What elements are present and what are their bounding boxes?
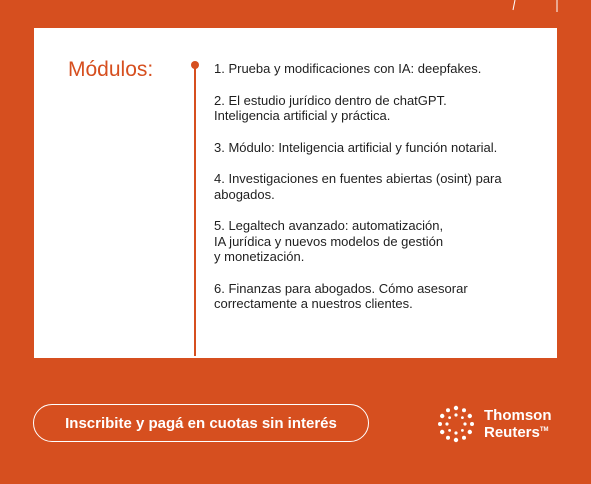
timeline-dot <box>191 61 199 69</box>
module-item-6: 6. Finanzas para abogados. Cómo asesorar correctamente a nuestros clientes. <box>214 280 468 311</box>
module-item-1: 1. Prueba y modificaciones con IA: deepfakes. <box>214 61 482 76</box>
brand-wordmark <box>484 408 552 440</box>
thomson-reuters-logo <box>436 404 552 444</box>
timeline-line <box>194 66 196 356</box>
module-item-3: 3. Módulo: Inteligencia artificial y función notarial. <box>214 139 498 155</box>
decorative-corner-lines <box>511 0 591 16</box>
modules-list <box>214 61 544 328</box>
brand-line-2: Reuters <box>484 424 540 441</box>
module-item-2: 2. El estudio jurídico dentro de chatGPT. Inteligencia artificial y práctica. <box>214 92 447 123</box>
modules-card <box>34 28 557 358</box>
module-item-5: 5. Legaltech avanzado: automatización, IA jurídica y nuevos modelos de gestión y monetización. <box>214 218 444 264</box>
thomson-reuters-dots-icon <box>436 404 476 444</box>
enroll-cta-button[interactable]: Inscribite y pagá en cuotas sin interés <box>33 404 369 442</box>
brand-trademark: TM <box>539 427 549 433</box>
brand-line-1: Thomson <box>484 407 552 424</box>
module-item-4: 4. Investigaciones en fuentes abiertas (osint) para abogados. <box>214 171 502 202</box>
modules-title: Módulos: <box>68 58 154 81</box>
